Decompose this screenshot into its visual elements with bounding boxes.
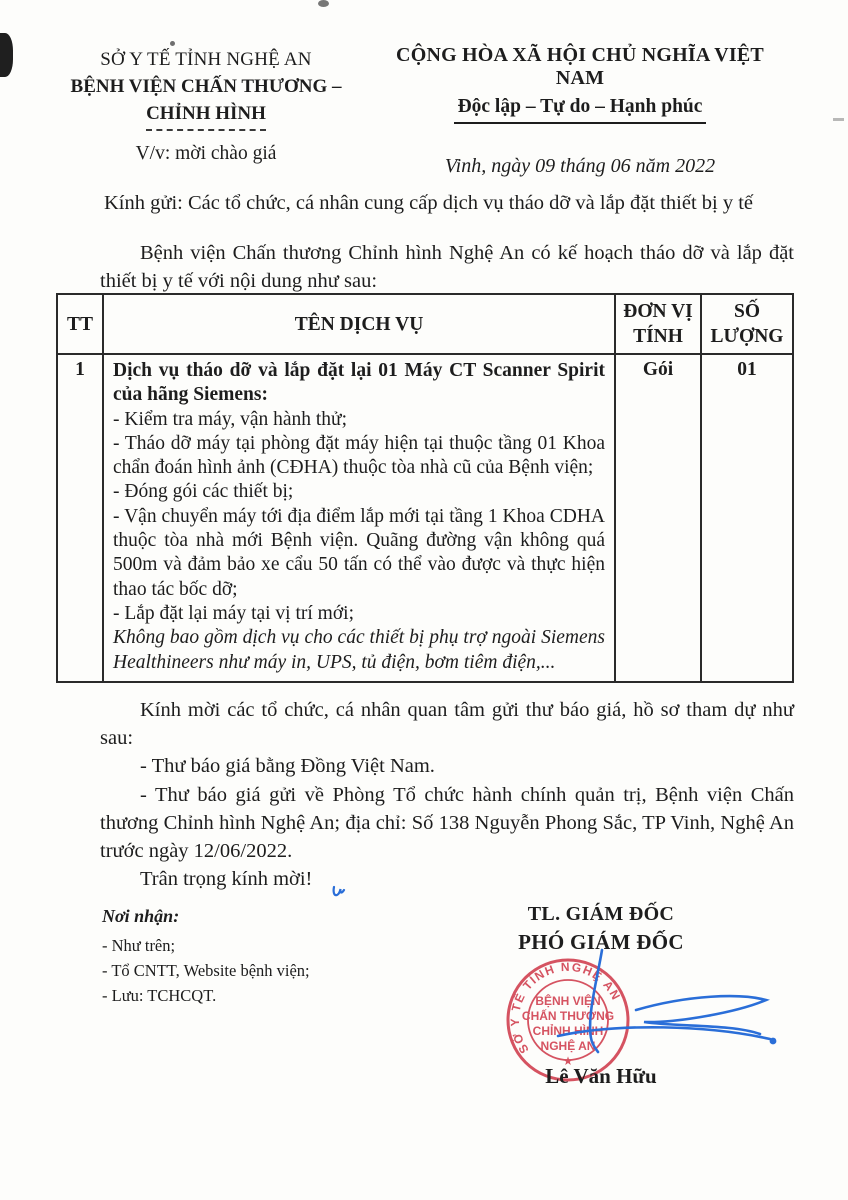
header-cell-service: TÊN DỊCH VỤ	[103, 294, 615, 354]
scan-speck-top	[318, 0, 329, 7]
header-cell-tt: TT	[57, 294, 103, 354]
service-item: - Kiểm tra máy, vận hành thử;	[113, 408, 348, 430]
org-name-line2	[68, 100, 344, 131]
signer-name: Lê Văn Hữu	[545, 1064, 657, 1088]
org-name-line1: BỆNH VIỆN CHẤN THƯƠNG –	[70, 76, 342, 97]
signer-title-position: PHÓ GIÁM ĐỐC	[518, 930, 684, 954]
place-and-date: Vinh, ngày 09 tháng 06 năm 2022	[444, 155, 716, 177]
scan-smudge-left-edge	[0, 33, 13, 77]
service-item: - Vận chuyển máy tới địa điểm lắp mới tại tầng 1 Khoa CDHA thuộc tòa nhà mới Bệnh viện. Quãng đường vận không quá 500m và đảm bảo xe cẩu 50 tấn có thể vào được và thực hiện thao tác bốc dỡ;	[113, 505, 605, 600]
national-motto: Độc lập – Tự do – Hạnh phúc	[454, 96, 707, 124]
seal-center-line2: CHẤN THƯƠNG	[521, 1009, 615, 1023]
service-exclusion-note: Không bao gồm dịch vụ cho các thiết bị phụ trợ ngoài Siemens Healthineers như máy in, UPS, tủ điện, bơm tiêm điện,...	[113, 627, 605, 673]
national-heading-block	[380, 44, 780, 178]
table-row	[57, 354, 793, 682]
seal-center-line1: BỆNH VIỆN	[535, 994, 601, 1008]
quantity-cell: 01	[701, 354, 793, 682]
row-index-cell: 1	[57, 354, 103, 682]
service-description-cell	[103, 354, 615, 682]
unit-cell: Gói	[615, 354, 701, 682]
regards-line	[100, 866, 794, 894]
seal-star-icon: ★	[562, 1054, 574, 1068]
recipient-item: - Lưu: TCHCQT.	[102, 986, 217, 1005]
salutation-line: Kính gửi: Các tổ chức, cá nhân cung cấp dịch vụ tháo dỡ và lắp đặt thiết bị y tế	[104, 192, 754, 214]
invitation-paragraph: Kính mời các tổ chức, cá nhân quan tâm gửi thư báo giá, hồ sơ tham dự như sau:	[100, 699, 794, 749]
header-cell-unit: ĐƠN VỊ TÍNH	[615, 294, 701, 354]
closing-section	[100, 697, 794, 895]
service-title: Dịch vụ tháo dỡ và lắp đặt lại 01 Máy CT Scanner Spirit của hãng Siemens:	[113, 360, 605, 406]
quote-currency-line: - Thư báo giá bằng Đồng Việt Nam.	[140, 755, 435, 778]
seal-center-line3: CHỈNH HÌNH	[532, 1024, 604, 1038]
service-table	[56, 293, 794, 683]
intro-paragraph: Bệnh viện Chấn thương Chỉnh hình Nghệ An có kế hoạch tháo dỡ và lắp đặt thiết bị y tế với nội dung như sau:	[100, 242, 794, 292]
recipient-item: - Như trên;	[102, 936, 176, 955]
quote-address-line: - Thư báo giá gửi về Phòng Tổ chức hành chính quản trị, Bệnh viện Chấn thương Chỉnh hình Nghệ An; địa chỉ: Số 138 Nguyễn Phong Sắc, TP Vinh, Nghệ An trước ngày 12/06/2022.	[100, 784, 794, 862]
red-seal	[508, 960, 628, 1080]
table-header-row	[57, 294, 793, 354]
service-item: - Đóng gói các thiết bị;	[113, 481, 294, 503]
regards-text: Trân trọng kính mời!	[140, 868, 313, 891]
org-name-underlined: CHỈNH HÌNH	[146, 100, 266, 131]
national-motto-wrap	[380, 90, 780, 124]
recipients-block	[102, 904, 310, 1008]
header-cell-qty: SỐ LƯỢNG	[701, 294, 793, 354]
seal-ring-text: SỞ Y TẾ TỈNH NGHỆ AN	[507, 959, 624, 1056]
scan-speck-right-edge	[833, 118, 844, 121]
signer-title-delegation: TL. GIÁM ĐỐC	[527, 903, 675, 925]
seal-center-line4: NGHỆ AN	[540, 1039, 596, 1053]
recipients-label: Nơi nhận:	[102, 906, 180, 926]
issuing-org-block	[68, 46, 344, 167]
parent-org-name: SỞ Y TẾ TỈNH NGHỆ AN	[100, 49, 312, 70]
pen-tick-mark	[332, 883, 348, 901]
service-item: - Lắp đặt lại máy tại vị trí mới;	[113, 602, 354, 624]
recipient-item: - Tổ CNTT, Website bệnh viện;	[102, 961, 310, 980]
national-title: CỘNG HÒA XÃ HỘI CHỦ NGHĨA VIỆT NAM	[396, 44, 764, 89]
service-item: - Tháo dỡ máy tại phòng đặt máy hiện tại thuộc tầng 01 Khoa chẩn đoán hình ảnh (CĐHA) thuộc tòa nhà cũ của Bệnh viện;	[113, 432, 605, 479]
document-subject: V/v: mời chào giá	[135, 143, 277, 164]
